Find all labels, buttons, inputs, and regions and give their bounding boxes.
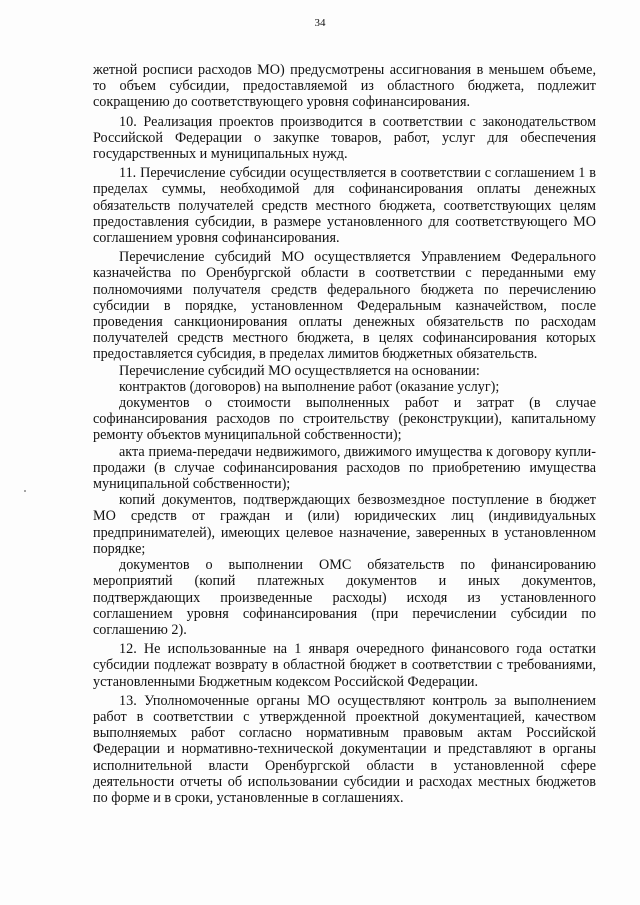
paragraph-continuation: жетной росписи расходов МО) предусмотрены ассигнования в меньшем объеме, то объем субсидии, предоставляемой из областного бюджета, подлежит сокращению до соответствующего уровня софинансирования. — [93, 62, 596, 111]
paragraph-item-11: 11. Перечисление субсидии осуществляется в соответствии с соглашением 1 в пределах суммы, необходимой для софинансирования оплаты денежных обязательств получателей средств местного бюджета, соответствующих целям предоставления субсидии, в размере установленного для соответствующего МО соглашением уровня софинансирования. — [93, 165, 596, 247]
paragraph-item-13: 13. Уполномоченные органы МО осуществляют контроль за выполнением работ в соответствии с утвержденной проектной документацией, качеством выполняемых работ согласно нормативным правовым актам Российской Федерации и нормативно-технической документации и представляют в органы исполнительной власти Оренбургской области в установленной сфере деятельности отчеты об использовании субсидии и расходах местных бюджетов по форме и в сроки, установленные в соглашениях. — [93, 692, 596, 806]
document-body — [93, 62, 596, 806]
page-number: 34 — [314, 17, 326, 29]
paragraph-item-12: 12. Не использованные на 1 января очередного финансового года остатки субсидии подлежат возврату в областной бюджет в соответствии с требованиями, установленными Бюджетным кодексом Российской Федерации. — [93, 641, 596, 690]
list-item-donation-copies: копий документов, подтверждающих безвозмездное поступление в бюджет МО средств от граждан и (или) юридических лиц (индивидуальных предпринимателей), имеющих целевое назначение, заверенных в установленном порядке; — [93, 492, 596, 557]
list-item-cost-documents: документов о стоимости выполненных работ и затрат (в случае софинансирования расходов по строительству (реконструкции), капитальному ремонту объектов муниципальной собственности); — [93, 395, 596, 444]
list-item-transfer-act: акта приема-передачи недвижимого, движимого имущества к договору купли-продажи (в случае софинансирования расходов по приобретению имущества муниципальной собственности); — [93, 443, 596, 493]
scan-speck — [24, 490, 26, 492]
list-item-oms-obligations: документов о выполнении ОМС обязательств по финансированию мероприятий (копий платежных документов и иных документов, подтверждающих произведенные расходы) исходя из установленного соглашением уровня софинансирования (при перечислении субсидии по соглашению 2). — [93, 557, 596, 638]
paragraph-item-10: 10. Реализация проектов производится в соответствии с законодательством Российской Федерации о закупке товаров, работ, услуг для обеспечения государственных и муниципальных нужд. — [93, 113, 596, 163]
paragraph-transfer-basis: Перечисление субсидий МО осуществляется на основании: — [119, 362, 480, 379]
paragraph-transfer-treasury: Перечисление субсидий МО осуществляется Управлением Федерального казначейства по Оренбургской области в соответствии с переданными ему полномочиями получателя средств федерального бюджета по перечислению субсидии в порядке, установленном Федеральным казначейством, после проведения санкционирования оплаты денежных обязательств по расходам получателей средств местного бюджета, в целях софинансирования которых предоставляется субсидия, в пределах лимитов бюджетных обязательств. — [93, 249, 596, 363]
list-item-contracts: контрактов (договоров) на выполнение работ (оказание услуг); — [119, 378, 500, 395]
